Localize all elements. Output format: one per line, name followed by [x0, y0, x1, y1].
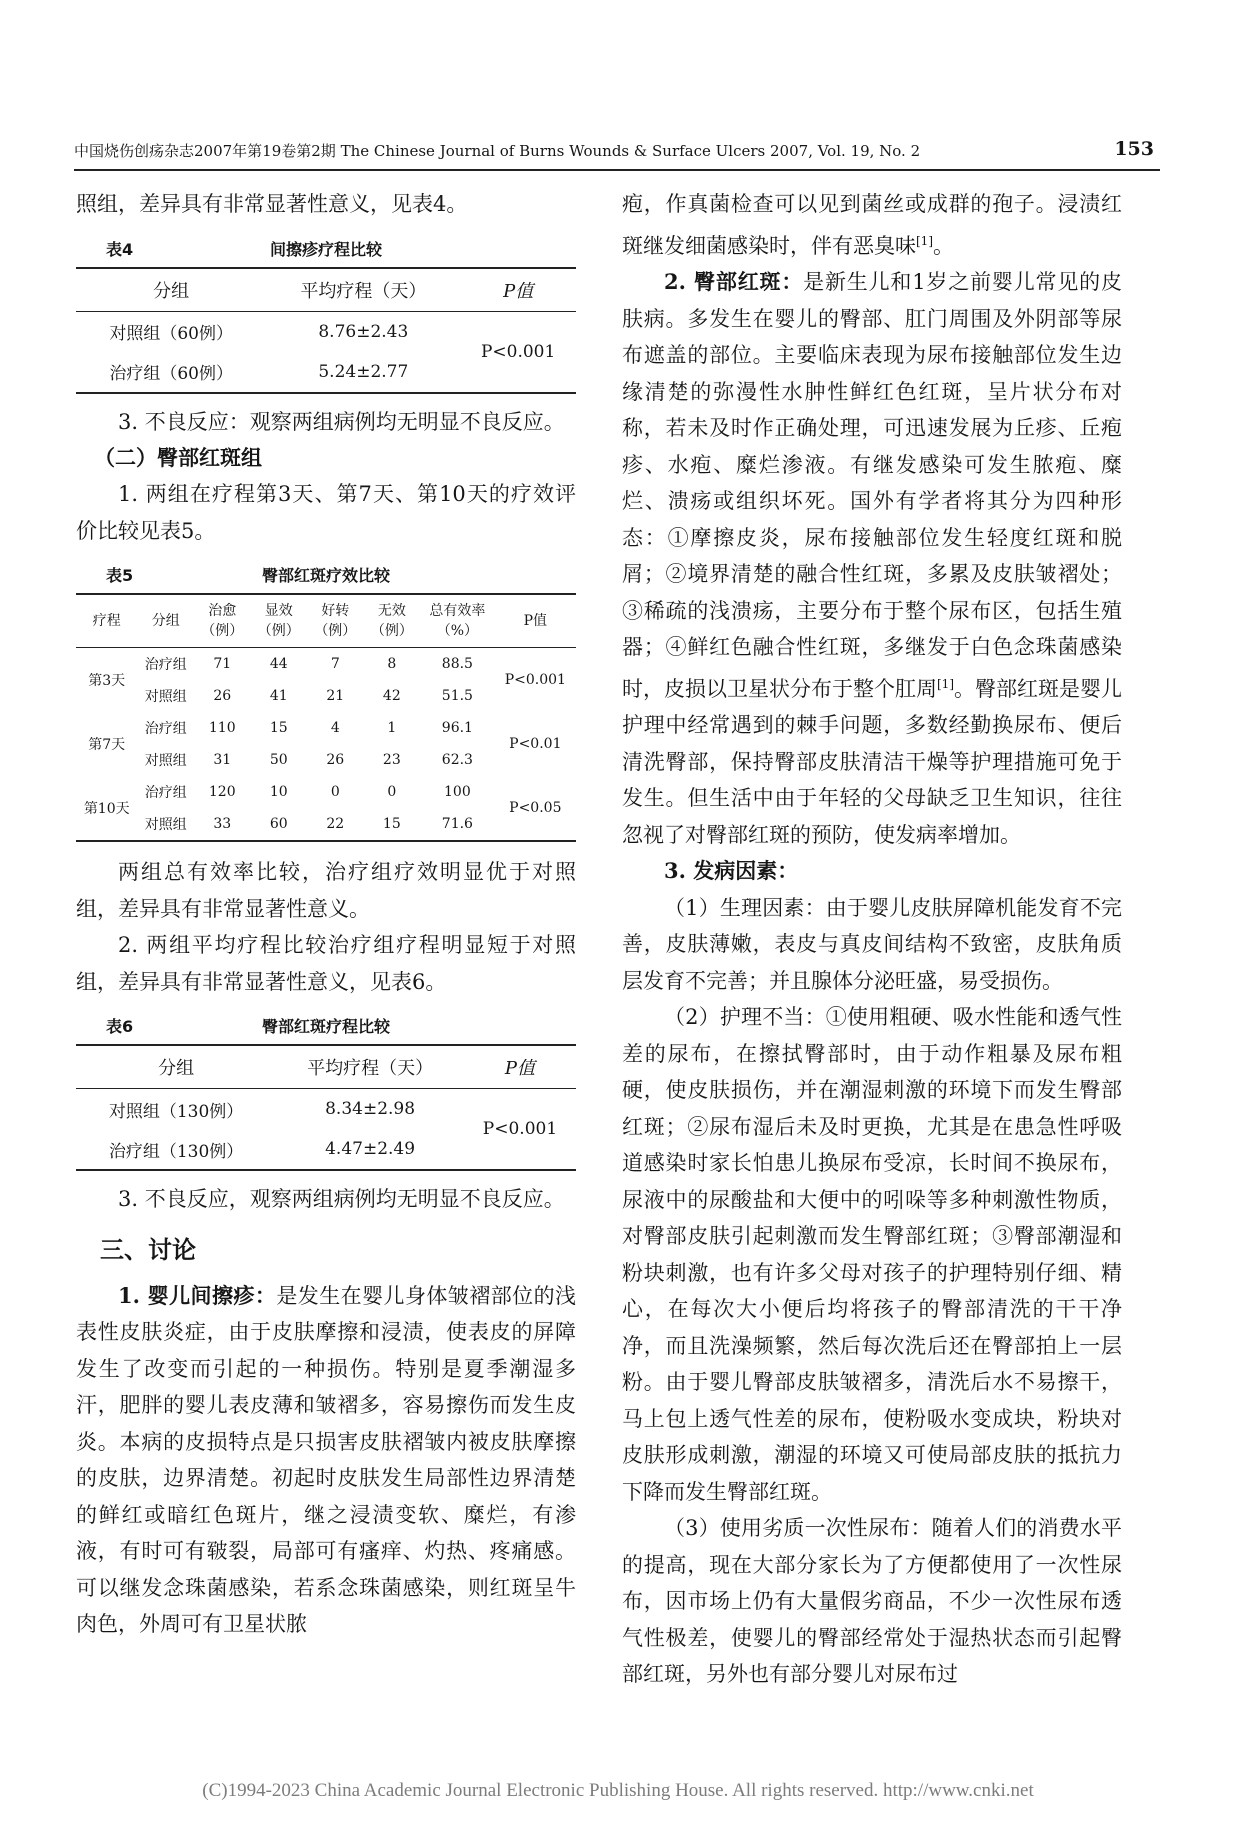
header-unit: （例） — [314, 623, 357, 639]
cell: 44 — [269, 656, 288, 672]
table-row — [76, 1089, 576, 1130]
paragraph-heading: 3. 发病因素： — [664, 858, 799, 883]
cell: 26 — [326, 752, 345, 768]
col-header: 分组 — [137, 594, 194, 648]
section-heading: 三、讨论 — [100, 1235, 196, 1264]
table4-caption — [76, 233, 576, 261]
term-label: 1. 婴儿间擦疹： — [118, 1282, 277, 1308]
table-row — [76, 776, 576, 808]
cell: 8.34±2.98 — [325, 1099, 416, 1119]
paragraph: 3. 不良反应，观察两组病例均无明显不良反应。 — [118, 1187, 565, 1211]
cell: 对照组 — [144, 689, 187, 705]
paragraph-text: 。 — [933, 233, 954, 258]
header-unit: （例） — [257, 623, 300, 639]
table6-caption — [76, 1010, 576, 1038]
right-column — [622, 186, 1122, 1693]
col-header: 疗程 — [76, 594, 137, 648]
p-value: P<0.001 — [464, 1089, 576, 1171]
paragraph: （2）护理不当：①使用粗硬、吸水性能和透气性差的尿布，在擦拭臀部时，由于动作粗暴及尿布粗硬，使皮肤损伤，并在潮湿刺激的环境下而发生臀部红斑；②尿布湿后未及时更换，尤其是在患急性呼吸道感染时家长怕患儿换尿布受凉，长时间不换尿布，尿液中的尿酸盐和大便中的吲哚等多种刺激性物质，对臀部皮肤引起刺激而发生臀部红斑；③臀部潮湿和粉块刺激，也有许多父母对孩子的护理特别仔细、精心，在每次大小便后均将孩子的臀部清洗的干干净净，而且洗澡频繁，然后每次洗后还在臀部拍上一层粉。由于婴儿臀部皮肤皱褶多，清洗后水不易擦干，马上包上透气性差的尿布，使粉吸水变成块，粉块对皮肤形成刺激，潮湿的环境又可使局部皮肤的抵抗力下降而发生臀部红斑。 — [622, 1005, 1122, 1504]
cell: 0 — [330, 784, 340, 800]
cell: 15 — [364, 808, 421, 841]
cell: 21 — [326, 688, 345, 704]
cell: 7 — [330, 656, 340, 672]
cell: 22 — [307, 808, 364, 841]
header-rule — [74, 169, 1160, 171]
cell: 1 — [387, 720, 397, 736]
cell: 26 — [213, 688, 232, 704]
table5 — [76, 593, 576, 842]
table-number: 表5 — [106, 566, 134, 585]
cell: 治疗组（130例） — [76, 1129, 276, 1170]
table-title: 臀部红斑疗效比较 — [261, 566, 390, 585]
col-header: P值 — [495, 594, 576, 648]
cell: 71 — [213, 656, 232, 672]
paragraph — [622, 186, 1122, 264]
paragraph — [76, 1278, 576, 1643]
cell: 4.47±2.49 — [276, 1129, 464, 1170]
course-cell: 第10天 — [76, 776, 137, 841]
table5-caption — [76, 559, 576, 587]
cell: 62.3 — [441, 752, 473, 768]
cell: 88.5 — [441, 656, 473, 672]
cell: 31 — [213, 752, 232, 768]
paragraph-text: 是发生在婴儿身体皱褶部位的浅表性皮肤炎症，由于皮肤摩擦和浸渍，使表皮的屏障发生了改变而引起的一种损伤。特别是夏季潮湿多汗，肥胖的婴儿表皮薄和皱褶多，容易擦伤而发生皮炎。本病的皮损特点是只损害皮肤褶皱内被皮肤摩擦的皮肤，边界清楚。初起时皮肤发生局部性边界清楚的鲜红或暗红色斑片，继之浸渍变软、糜烂，有渗液，有时可有皲裂，局部可有瘙痒、灼热、疼痛感。可以继发念珠菌感染，若系念珠菌感染，则红斑呈牛肉色，外周可有卫星状脓 — [76, 1283, 577, 1636]
citation: [1] — [937, 676, 954, 691]
cell: 0 — [387, 784, 397, 800]
table-row — [76, 648, 576, 681]
cell: 对照组（60例） — [109, 324, 233, 344]
header-line: 无效 — [377, 603, 406, 619]
header-line: 治愈 — [208, 603, 237, 619]
header-line: 总有效率 — [429, 603, 486, 619]
header-line: 显效 — [264, 603, 293, 619]
left-column — [76, 186, 576, 1643]
cell: 120 — [208, 784, 236, 800]
cell: 对照组（130例） — [108, 1101, 244, 1122]
paragraph: 照组，差异具有非常显著性意义，见表4。 — [76, 192, 468, 216]
cell: 治疗组（60例） — [76, 352, 266, 393]
running-header — [74, 138, 1164, 168]
cell: 8 — [387, 656, 397, 672]
p-value: P<0.001 — [460, 311, 576, 393]
p-value: P<0.01 — [509, 736, 562, 752]
table-row — [76, 712, 576, 744]
col-header — [364, 594, 421, 648]
table6 — [76, 1044, 576, 1171]
header-unit: （例） — [370, 623, 413, 639]
cell: 8.76±2.43 — [318, 321, 409, 342]
col-header — [420, 594, 495, 648]
course-cell: 第3天 — [88, 673, 126, 689]
paragraph-text: 是新生儿和1岁之前婴儿常见的皮肤病。多发生在婴儿的臀部、肛门周围及外阴部等尿布遮盖的部位。主要临床表现为尿布接触部位发生边缘清楚的弥漫性水肿性鲜红色红斑，呈片状分布对称，若未及时作正确处理，可迅速发展为丘疹、丘疱疹、水疱、糜烂渗液。有继发感染可发生脓疱、糜烂、溃疡或组织坏死。国外有学者将其分为四种形态：①摩擦皮炎，尿布接触部位发生轻度红斑和脱屑；②境界清楚的融合性红斑，多累及皮肤皱褶处；③稀疏的浅溃疡，主要分布于整个尿布区，包括生殖器；④鲜红色融合性红斑，多继发于白色念珠菌感染时，皮损以卫星状分布于整个肛周 — [622, 270, 1122, 701]
paragraph — [622, 264, 1122, 853]
paragraph: 3. 不良反应：观察两组病例均无明显不良反应。 — [118, 409, 565, 434]
p-value: P<0.05 — [495, 776, 576, 841]
header-unit: （例） — [201, 623, 244, 639]
col-header — [251, 594, 308, 648]
paragraph-text: 。臀部红斑是婴儿护理中经常遇到的棘手问题，多数经勤换尿布、便后清洗臀部，保持臀部皮肤清洁干燥等护理措施可免于发生。但生活中由于年轻的父母缺乏卫生知识，往往忽视了对臀部红斑的预防，使发病率增加。 — [622, 676, 1122, 847]
table-row — [76, 311, 576, 352]
paragraph: （3）使用劣质一次性尿布：随着人们的消费水平的提高，现在大部分家长为了方便都使用了一次性尿布，因市场上仍有大量假劣商品，不少一次性尿布透气性极差，使婴儿的臀部经常处于湿热状态而引起臀部红斑，另外也有部分婴儿对尿布过 — [622, 1516, 1122, 1686]
cell: 对照组 — [137, 808, 194, 841]
cell: 治疗组 — [144, 721, 187, 737]
term-label: 2. 臀部红斑： — [664, 269, 804, 294]
p-value: P<0.001 — [504, 672, 566, 688]
cell: 41 — [269, 688, 288, 704]
cell: 5.24±2.77 — [266, 352, 460, 393]
cell: 110 — [208, 720, 236, 736]
cell: 50 — [269, 752, 288, 768]
course-cell: 第7天 — [88, 737, 126, 753]
table-number: 表6 — [106, 1017, 134, 1036]
paragraph: 1. 两组在疗程第3天、第7天、第10天的疗效评价比较见表5。 — [76, 482, 576, 543]
cell: 71.6 — [420, 808, 495, 841]
cell: 60 — [251, 808, 308, 841]
page-number: 153 — [1114, 138, 1154, 160]
col-header: 分组 — [76, 1045, 276, 1089]
col-header: P值 — [464, 1045, 576, 1089]
cell: 33 — [194, 808, 251, 841]
citation: [1] — [916, 233, 933, 248]
col-header: 平均疗程（天） — [276, 1045, 464, 1089]
paragraph: （1）生理因素：由于婴儿皮肤屏障机能发育不完善，皮肤薄嫩，表皮与真皮间结构不致密，皮肤角质层发育不完善；并且腺体分泌旺盛，易受损伤。 — [622, 895, 1122, 993]
cell: 对照组 — [144, 753, 187, 769]
copyright-footer: (C)1994-2023 China Academic Journal Electronic Publishing House. All rights reserved. http://www.cnki.net — [202, 1780, 1034, 1801]
paragraph: 两组总有效率比较，治疗组疗效明显优于对照组，差异具有非常显著性意义。 — [76, 860, 576, 921]
table4 — [76, 267, 576, 394]
cell: 51.5 — [441, 688, 473, 704]
col-header: 平均疗程（天） — [266, 268, 460, 312]
cell: 100 — [444, 784, 471, 800]
paragraph: 2. 两组平均疗程比较治疗组疗程明显短于对照组，差异具有非常显著性意义，见表6。 — [76, 933, 576, 994]
table-title: 间擦疹疗程比较 — [269, 239, 382, 259]
cell: 10 — [269, 784, 288, 800]
cell: 15 — [269, 720, 288, 736]
col-header — [194, 594, 251, 648]
cell: 治疗组 — [144, 785, 187, 801]
table-number: 表4 — [106, 239, 134, 259]
subsection-heading: （二）臀部红斑组 — [94, 446, 262, 470]
cell: 96.1 — [441, 720, 473, 736]
col-header: 分组 — [76, 268, 266, 312]
header-unit: （%） — [436, 623, 479, 639]
col-header — [307, 594, 364, 648]
cell: 治疗组 — [144, 657, 187, 673]
cell: 42 — [382, 688, 401, 704]
header-line: 好转 — [321, 603, 350, 619]
cell: 23 — [382, 752, 401, 768]
table-title: 臀部红斑疗程比较 — [261, 1017, 390, 1036]
paragraph-text: 疱，作真菌检查可以见到菌丝或成群的孢子。浸渍红斑继发细菌感染时，伴有恶臭味 — [622, 192, 1122, 258]
cell: 4 — [330, 720, 340, 736]
journal-citation: 中国烧伤创疡杂志2007年第19卷第2期 The Chinese Journal of Burns Wounds & Surface Ulcers 2007, Vol. 19, No. 2 — [74, 142, 921, 160]
col-header: P值 — [460, 268, 576, 312]
